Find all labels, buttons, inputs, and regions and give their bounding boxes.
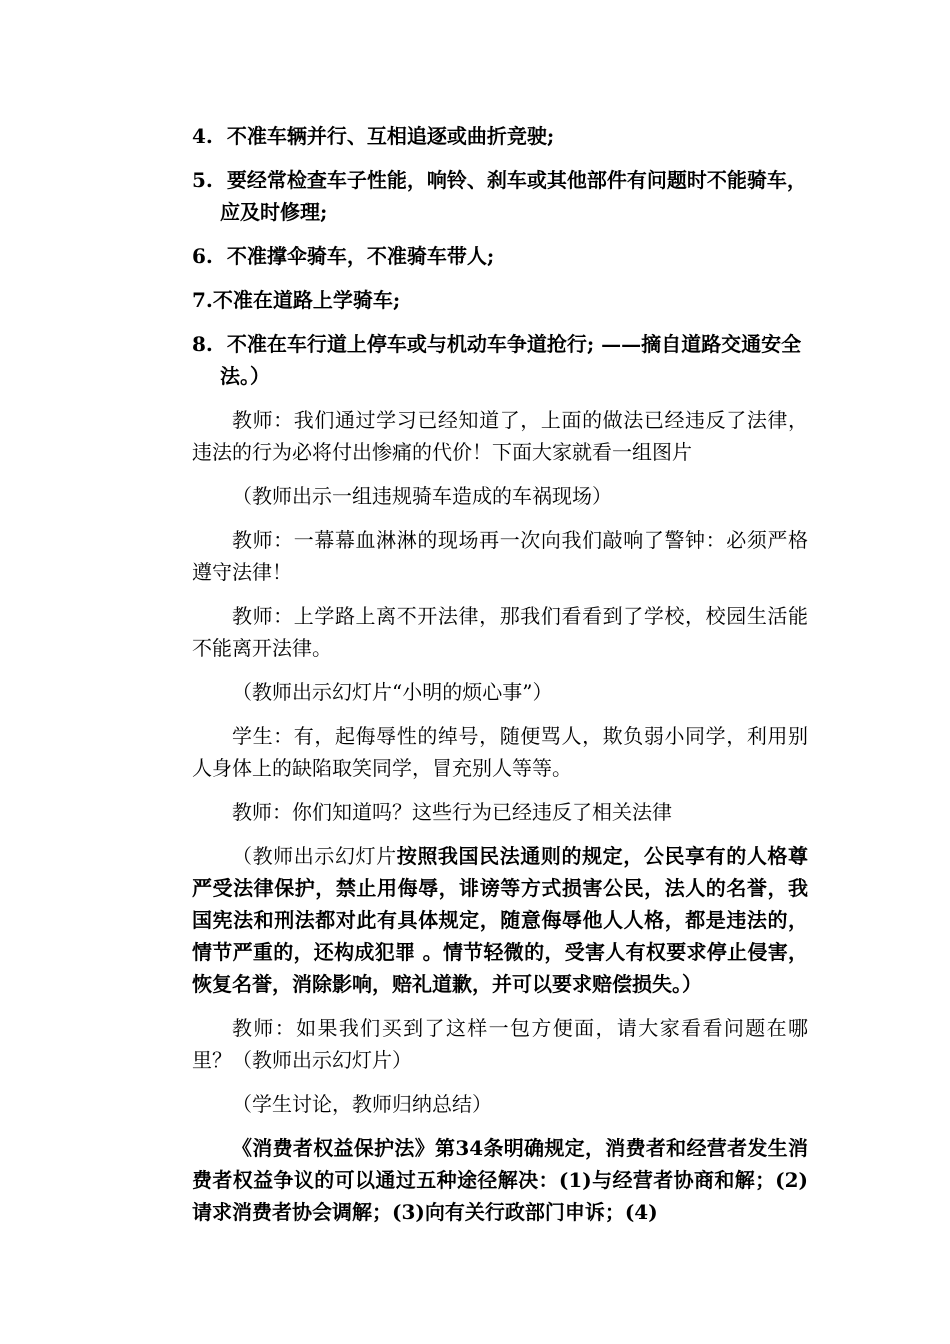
paragraph-slide-xiaoming: （教师出示幻灯片“小明的烦心事”）	[232, 680, 553, 704]
list-text: 要经常检查车子性能，响铃、刹车或其他部件有问题时不能骑车，应及时修理;	[220, 168, 807, 224]
list-item-6	[192, 240, 808, 272]
list-item-4	[192, 120, 808, 152]
paragraph-civil-law	[192, 840, 808, 1000]
paragraph-discussion: （学生讨论，教师归纳总结）	[232, 1092, 492, 1116]
document-body	[192, 120, 808, 1240]
list-text: 不准在车行道上停车或与机动车争道抢行; ——摘自道路交通安全法。）	[220, 332, 802, 388]
list-number: 8.	[192, 332, 213, 356]
list-number: 7.	[192, 288, 213, 312]
list-text: 不准车辆并行、互相追逐或曲折竞驶;	[226, 124, 555, 148]
list-item-8	[192, 328, 808, 392]
list-number: 6.	[192, 244, 213, 268]
list-item-7	[192, 284, 808, 316]
paragraph-teacher-law: 教师：我们通过学习已经知道了，上面的做法已经违反了法律，违法的行为必将付出惨痛的代价！下面大家就看一组图片	[192, 408, 808, 464]
paragraph-accident-scene: （教师出示一组违规骑车造成的车祸现场）	[232, 484, 612, 508]
list-number: 5.	[192, 168, 213, 192]
paragraph-teacher-question: 教师：你们知道吗？这些行为已经违反了相关法律	[232, 800, 672, 824]
paragraph-warning: 教师：一幕幕血淋淋的现场再一次向我们敲响了警钟：必须严格遵守法律！	[192, 528, 808, 584]
list-text: 不准在道路上学骑车;	[212, 288, 401, 312]
paragraph-instant-noodles: 教师：如果我们买到了这样一包方便面，请大家看看问题在哪里？（教师出示幻灯片）	[192, 1016, 808, 1072]
paragraph-civil-law-prefix: （教师出示幻灯片	[232, 844, 397, 868]
list-item-5	[192, 164, 808, 228]
list-number: 4.	[192, 124, 213, 148]
paragraph-school-life: 教师：上学路上离不开法律，那我们看看到了学校，校园生活能不能离开法律。	[192, 604, 808, 660]
list-text: 不准撑伞骑车，不准骑车带人;	[226, 244, 495, 268]
paragraph-student-answer: 学生：有，起侮辱性的绰号，随便骂人，欺负弱小同学，利用别人身体上的缺陷取笑同学，冒充别人等等。	[192, 724, 808, 780]
paragraph-consumer-law: 《消费者权益保护法》第34条明确规定，消费者和经营者发生消费者权益争议的可以通过五种途径解决：(1)与经营者协商和解；(2)请求消费者协会调解；(3)向有关行政部门申诉；(4)	[192, 1136, 808, 1224]
paragraph-civil-law-bold: 按照我国民法通则的规定，公民享有的人格尊严受法律保护，禁止用侮辱，诽谤等方式损害公民，法人的名誉，我国宪法和刑法都对此有具体规定，随意侮辱他人人格，都是违法的，情节严重的，还构成犯罪 。情节轻微的，受害人有权要求停止侵害，恢复名誉，消除影响，赔礼道歉，并可以要求赔偿损失。）	[192, 844, 809, 996]
